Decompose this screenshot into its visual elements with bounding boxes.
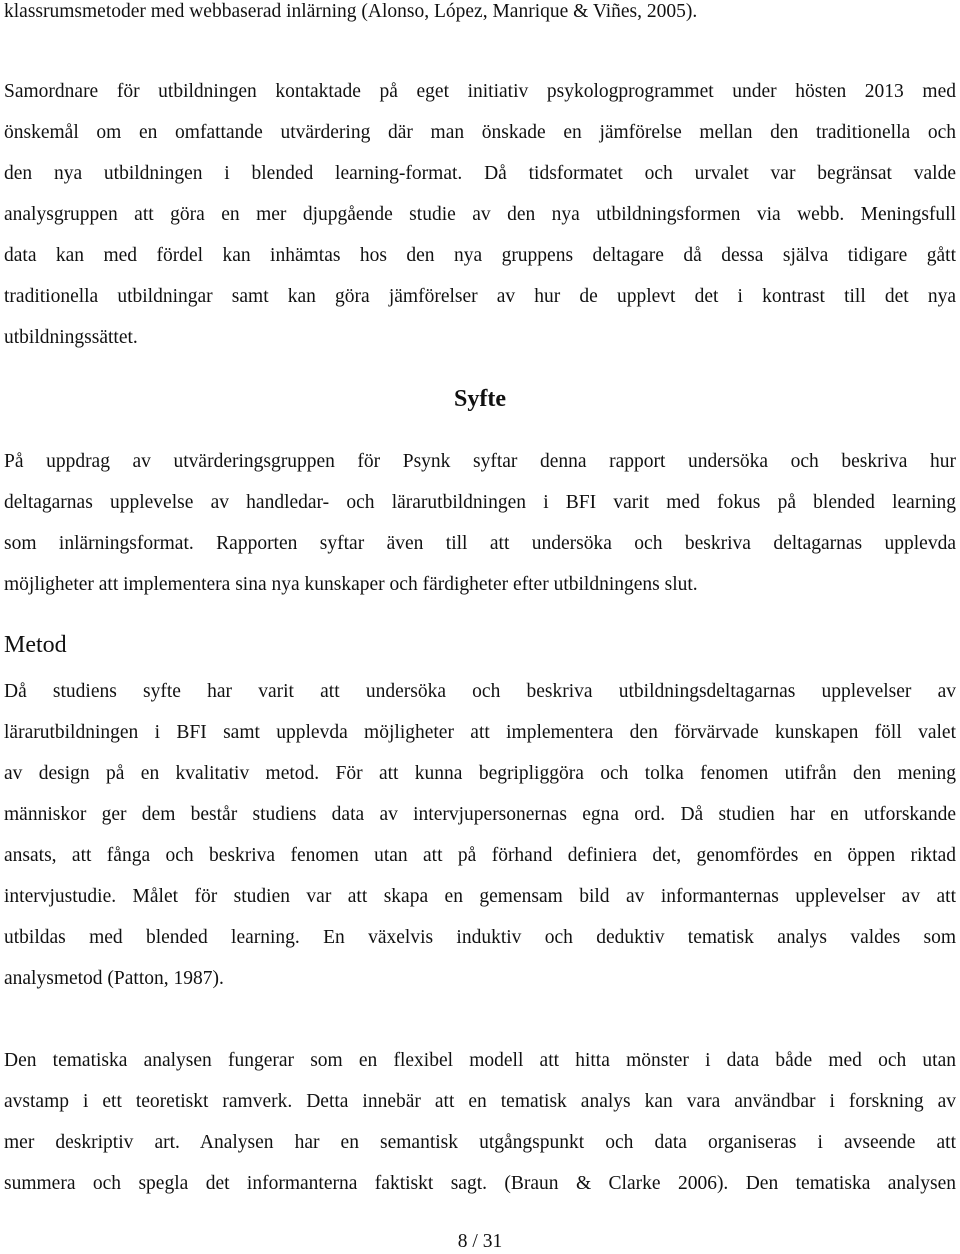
- page-number: 8 / 31: [457, 1231, 503, 1252]
- body-text-line: summera och spegla det informanterna faktiskt sagt. (Braun & Clarke 2006). Den tematiska analysen: [4, 1173, 956, 1194]
- body-text-line: mer deskriptiv art. Analysen har en semantisk utgångspunkt och data organiseras i avseende att: [4, 1132, 956, 1153]
- body-text-line: Samordnare för utbildningen kontaktade på eget initiativ psykologprogrammet under hösten 2013 med: [4, 81, 956, 102]
- body-text-line: utbildas med blended learning. En växelvis induktiv och deduktiv tematisk analys valdes som: [4, 927, 956, 948]
- body-text-line: analysmetod (Patton, 1987).: [4, 968, 224, 989]
- body-text-line: intervjustudie. Målet för studien var att skapa en gemensam bild av informanternas upplevelser av att: [4, 886, 956, 907]
- section-heading-metod: Metod: [4, 632, 67, 658]
- body-text-line: lärarutbildningen i BFI samt upplevda möjligheter att implementera den förvärvade kunskapen föll valet: [4, 722, 956, 743]
- body-text-line: den nya utbildningen i blended learning-format. Då tidsformatet och urvalet var begränsat valde: [4, 163, 956, 184]
- body-text-line: På uppdrag av utvärderingsgruppen för Psynk syftar denna rapport undersöka och beskriva hur: [4, 451, 956, 472]
- body-text-line: ansats, att fånga och beskriva fenomen utan att på förhand definiera det, genomfördes en öppen riktad: [4, 845, 956, 866]
- body-text-line: deltagarnas upplevelse av handledar- och lärarutbildningen i BFI varit med fokus på blended learning: [4, 492, 956, 513]
- body-text-line: utbildningssättet.: [4, 327, 138, 348]
- body-text-line: klassrumsmetoder med webbaserad inlärning (Alonso, López, Manrique & Viñes, 2005).: [4, 1, 698, 22]
- body-text-line: möjligheter att implementera sina nya kunskaper och färdigheter efter utbildningens slut.: [4, 574, 698, 595]
- body-text-line: människor ger dem består studiens data av intervjupersonernas egna ord. Då studien har en utforskande: [4, 804, 956, 825]
- body-text-line: som inlärningsformat. Rapporten syftar även till att undersöka och beskriva deltagarnas upplevda: [4, 533, 956, 554]
- body-text-line: Den tematiska analysen fungerar som en flexibel modell att hitta mönster i data både med och utan: [4, 1050, 956, 1071]
- body-text-line: traditionella utbildningar samt kan göra jämförelser av hur de upplevt det i kontrast till det nya: [4, 286, 956, 307]
- body-text-line: data kan med fördel kan inhämtas hos den nya gruppens deltagare då dessa själva tidigare gått: [4, 245, 956, 266]
- body-text-line: önskemål om en omfattande utvärdering där man önskade en jämförelse mellan den traditionella och: [4, 122, 956, 143]
- body-text-line: avstamp i ett teoretiskt ramverk. Detta innebär att en tematisk analys kan vara användbar i forskning av: [4, 1091, 956, 1112]
- body-text-line: Då studiens syfte har varit att undersöka och beskriva utbildningsdeltagarnas upplevelser av: [4, 681, 956, 702]
- body-text-line: av design på en kvalitativ metod. För att kunna begripliggöra och tolka fenomen utifrån den mening: [4, 763, 956, 784]
- section-heading-syfte: Syfte: [454, 386, 506, 412]
- body-text-line: analysgruppen att göra en mer djupgående studie av den nya utbildningsformen via webb. Meningsfull: [4, 204, 956, 225]
